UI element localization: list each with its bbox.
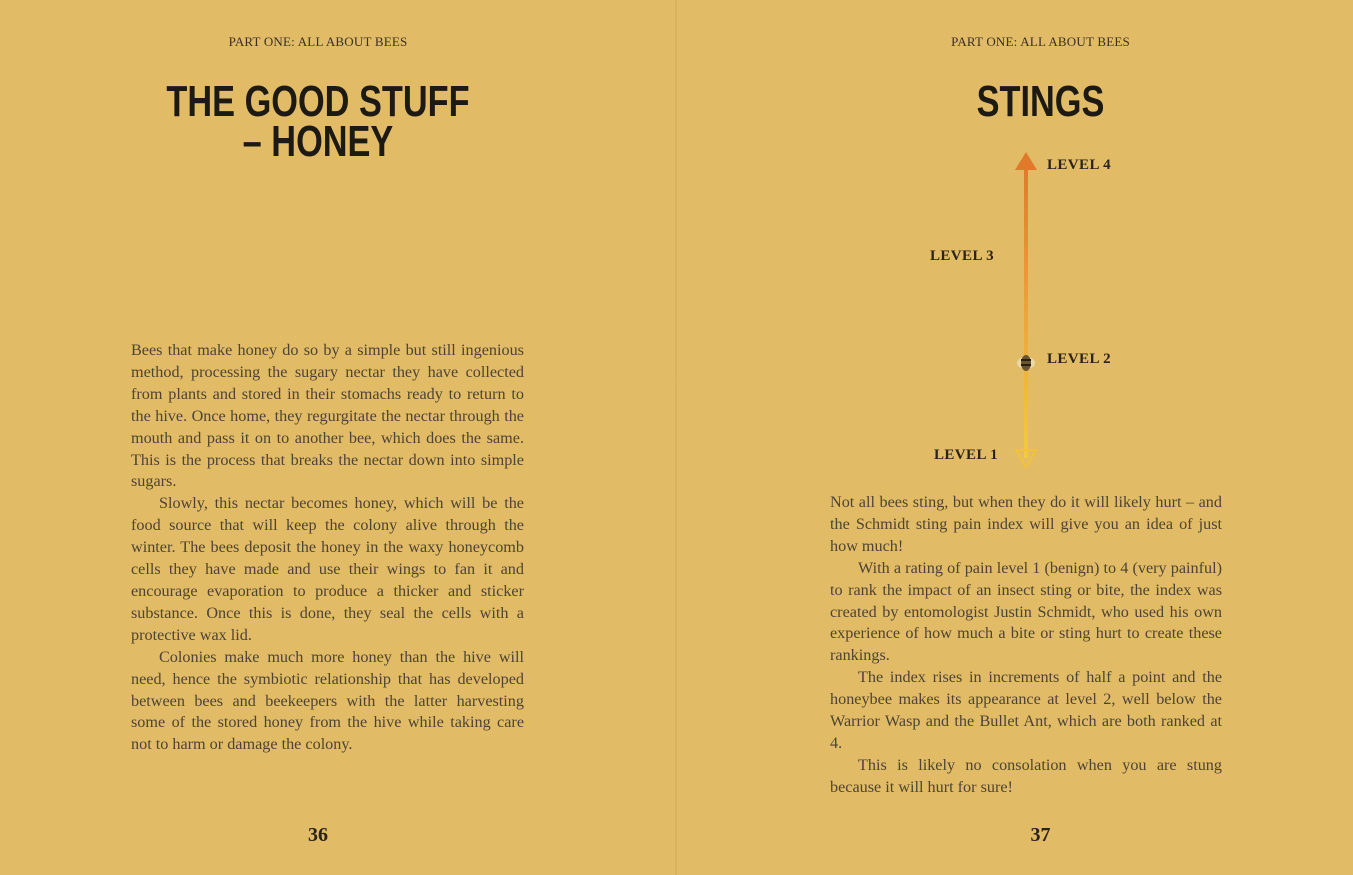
- title-line-1: THE GOOD STUFF: [166, 77, 470, 126]
- body-text: [830, 492, 1222, 799]
- scale-shaft: [1024, 168, 1028, 458]
- right-page: [676, 0, 1353, 875]
- running-head: PART ONE: ALL ABOUT BEES: [951, 34, 1130, 49]
- level-4-label: LEVEL 4: [1047, 157, 1112, 173]
- paragraph: Bees that make honey do so by a simple but still ingenious method, processing the sugary nectar they have collected from plants and stored in their stomachs ready to return to the hive. Once home, they regurgitate the nectar through the mouth and pass it on to another bee, which does the same. This is the process that breaks the nectar down into simple sugars.: [131, 341, 524, 491]
- page-title: STINGS: [976, 77, 1105, 126]
- level-1-label: LEVEL 1: [934, 447, 999, 463]
- page-number: 36: [308, 824, 328, 846]
- level-2-label: LEVEL 2: [1047, 351, 1112, 367]
- running-head: PART ONE: ALL ABOUT BEES: [228, 34, 408, 49]
- paragraph: Not all bees sting, but when they do it will likely hurt – and the Schmidt sting pain index will give you an idea of just how much!: [830, 493, 1222, 555]
- left-page: [0, 0, 676, 875]
- page-number: 37: [1030, 824, 1051, 846]
- sting-pain-scale-arrow: [1006, 150, 1046, 475]
- paragraph: Colonies make much more honey than the hive will need, hence the symbiotic relationship that has developed between bees and beekeepers with the latter harvesting some of the stored honey from the hive while taking care not to harm or damage the colony.: [131, 647, 524, 754]
- level-3-label: LEVEL 3: [930, 248, 995, 264]
- page-title: [54, 77, 581, 166]
- arrow-up-icon: [1015, 152, 1037, 170]
- paragraph: With a rating of pain level 1 (benign) to 4 (very painful) to rank the impact of an insect sting or bite, the index was created by entomologist Justin Schmidt, who used his own experience of how much a bite or sting hurt to create these rankings.: [830, 558, 1222, 665]
- bee-icon: [1017, 355, 1035, 371]
- paragraph: Slowly, this nectar becomes honey, which will be the food source that will keep the colony alive through the winter. The bees deposit the honey in the waxy honeycomb cells they have made and use their wings to fan it and encourage evaporation to produce a thicker and sticker substance. Once this is done, they seal the cells with a protective wax lid.: [131, 494, 524, 644]
- paragraph: This is likely no consolation when you are stung because it will hurt for sure!: [830, 755, 1222, 796]
- paragraph: The index rises in increments of half a point and the honeybee makes its appearance at level 2, well below the Warrior Wasp and the Bullet Ant, which are both ranked at 4.: [830, 668, 1222, 752]
- body-text: [131, 340, 524, 756]
- title-line-2: – HONEY: [242, 117, 394, 166]
